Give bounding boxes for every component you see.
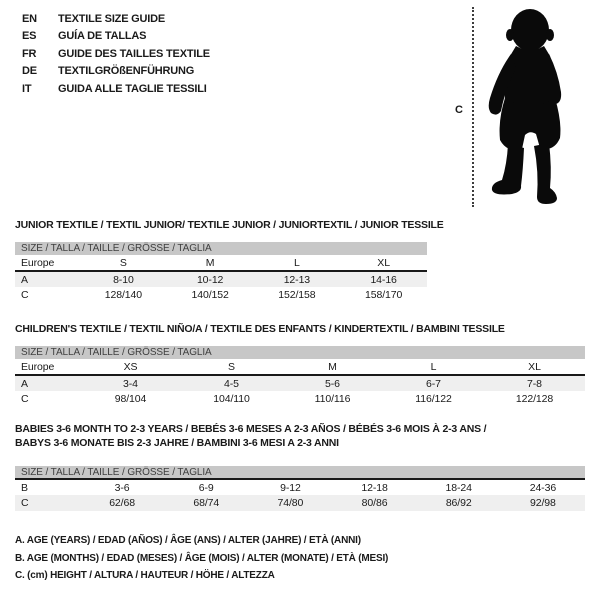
value-cell: 6-7 xyxy=(383,375,484,391)
children-size-table xyxy=(15,346,585,407)
size-label-cell: M xyxy=(167,255,254,271)
children-section-heading: CHILDREN'S TEXTILE / TEXTIL NIÑO/A / TEXTILE DES ENFANTS / KINDERTEXTIL / BAMBINI TESSILE xyxy=(15,323,505,335)
region-label-cell: Europe xyxy=(15,255,80,271)
size-label-cell: S xyxy=(181,359,282,375)
value-cell: 104/110 xyxy=(213,393,250,405)
row-key-cell: B xyxy=(21,481,28,494)
value-cell: 140/152 xyxy=(191,289,229,301)
size-bar-label: SIZE / TALLA / TAILLE / GRÖSSE / TAGLIA xyxy=(15,242,427,255)
value-cell: 3-4 xyxy=(80,375,181,391)
value-cell: 62/68 xyxy=(80,495,164,511)
value-cell: 152/158 xyxy=(278,289,316,301)
junior-size-table xyxy=(15,242,427,303)
babies-height-row xyxy=(15,495,585,511)
value-cell: 86/92 xyxy=(417,495,501,511)
row-key-cell: C xyxy=(15,495,80,511)
value-cell: 80/86 xyxy=(332,495,416,511)
lang-row-de xyxy=(22,63,210,81)
junior-section-heading: JUNIOR TEXTILE / TEXTIL JUNIOR/ TEXTILE JUNIOR / JUNIORTEXTIL / JUNIOR TESSILE xyxy=(15,219,444,231)
lang-title: GUIDE DES TAILLES TEXTILE xyxy=(58,47,210,60)
children-header-row xyxy=(15,359,585,375)
size-label-cell: XS xyxy=(80,359,181,375)
baby-silhouette xyxy=(480,4,580,210)
value-cell: 92/98 xyxy=(501,495,585,511)
babies-heading-line1: BABIES 3-6 MONTH TO 2-3 YEARS / BEBÉS 3-6 MESES A 2-3 AÑOS / BÉBÉS 3-6 MOIS À 2-3 ANS / xyxy=(15,423,487,435)
row-key-cell: A xyxy=(15,375,80,391)
junior-header-row xyxy=(15,255,427,271)
babies-heading-line2: BABYS 3-6 MONATE BIS 2-3 JAHRE / BAMBINI 3-6 MESI A 2-3 ANNI xyxy=(15,436,339,449)
lang-code: IT xyxy=(22,82,32,95)
row-key-cell: C xyxy=(21,393,29,405)
value-cell: 68/74 xyxy=(164,495,248,511)
value-cell: 128/140 xyxy=(104,289,142,301)
size-label-cell: S xyxy=(80,255,167,271)
size-label-cell: L xyxy=(254,255,341,271)
value-cell: 122/128 xyxy=(515,393,554,405)
lang-code: DE xyxy=(22,65,37,78)
size-label-cell: XL xyxy=(340,255,427,271)
value-cell: 18-24 xyxy=(445,481,472,494)
value-cell: 5-6 xyxy=(282,375,383,391)
value-cell: 9-12 xyxy=(280,481,301,494)
junior-height-row xyxy=(15,287,427,303)
footnote-legend xyxy=(15,532,388,585)
row-key-cell: C xyxy=(21,289,29,301)
children-age-row xyxy=(15,375,585,391)
value-cell: 24-36 xyxy=(529,481,557,494)
lang-code: FR xyxy=(22,47,37,60)
size-label-cell: L xyxy=(383,359,484,375)
babies-size-bar xyxy=(15,466,585,479)
value-cell: 10-12 xyxy=(167,271,254,287)
region-label-cell: Europe xyxy=(15,359,80,375)
height-measure-label: C xyxy=(455,104,463,116)
lang-title: GUIDA ALLE TAGLIE TESSILI xyxy=(58,82,207,95)
footnote-c: C. (cm) HEIGHT / ALTURA / HAUTEUR / HÖHE / ALTEZZA xyxy=(15,570,275,581)
lang-title: TEXTILE SIZE GUIDE xyxy=(58,12,166,25)
lang-row-es xyxy=(22,28,210,46)
value-cell: 158/170 xyxy=(364,289,403,301)
value-cell: 8-10 xyxy=(80,271,167,287)
size-bar-label: SIZE / TALLA / TAILLE / GRÖSSE / TAGLIA xyxy=(15,466,585,479)
size-bar-label: SIZE / TALLA / TAILLE / GRÖSSE / TAGLIA xyxy=(15,346,585,359)
lang-row-en xyxy=(22,10,210,28)
value-cell: 3-6 xyxy=(114,481,130,494)
value-cell: 12-13 xyxy=(254,271,341,287)
lang-code: EN xyxy=(22,12,37,25)
lang-row-it xyxy=(22,80,210,98)
lang-code: ES xyxy=(22,30,37,43)
lang-row-fr xyxy=(22,45,210,63)
value-cell: 98/104 xyxy=(114,393,147,405)
junior-age-row xyxy=(15,271,427,287)
value-cell: 74/80 xyxy=(248,495,332,511)
value-cell: 6-9 xyxy=(198,481,214,494)
value-cell: 7-8 xyxy=(484,375,585,391)
junior-size-bar xyxy=(15,242,427,255)
footnote-b: B. AGE (MONTHS) / EDAD (MESES) / ÂGE (MOIS) / ALTER (MONATE) / ETÀ (MESI) xyxy=(15,552,389,564)
size-label-cell: M xyxy=(282,359,383,375)
children-size-bar xyxy=(15,346,585,359)
value-cell: 4-5 xyxy=(181,375,282,391)
babies-size-table xyxy=(15,466,585,511)
footnote-a: A. AGE (YEARS) / EDAD (AÑOS) / ÂGE (ANS) / ALTER (JAHRE) / ETÀ (ANNI) xyxy=(15,535,361,546)
value-cell: 12-18 xyxy=(361,481,388,494)
babies-section-heading xyxy=(15,423,486,450)
value-cell: 14-16 xyxy=(340,271,427,287)
lang-title: TEXTILGRÖßENFÜHRUNG xyxy=(58,65,195,78)
size-label-cell: XL xyxy=(484,359,585,375)
lang-title: GUÍA DE TALLAS xyxy=(58,30,147,43)
babies-age-row xyxy=(15,479,585,495)
row-key-cell: A xyxy=(15,271,80,287)
value-cell: 116/122 xyxy=(415,393,452,405)
language-title-list xyxy=(22,10,210,98)
value-cell: 110/116 xyxy=(314,393,351,405)
height-measure-dotted-line xyxy=(472,7,474,207)
children-height-row xyxy=(15,391,585,407)
